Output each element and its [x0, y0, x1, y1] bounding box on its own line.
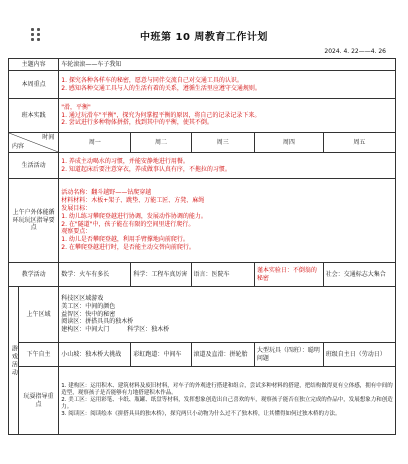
game-am-line: 科技区区域游戏 — [61, 295, 104, 302]
class-practice-content — [59, 99, 396, 133]
class-practice-row — [9, 99, 396, 133]
day-header: 周五 — [323, 133, 395, 153]
teaching-row — [9, 263, 396, 287]
game-guide-row — [9, 367, 396, 435]
outdoor-content — [59, 179, 396, 263]
game-guide-line: 1. 建构区：运用积木、建筑材料及废旧材料，对车子的外观进行搭建和组合，尝试多种材料的搭建，把结构做得更有立体感，拥有中间的造型，观察孩子是否能够有力地搭建积木作品。 — [61, 382, 393, 396]
daily-life-label: 生活活动 — [9, 153, 59, 179]
teaching-cell: 语言：医院车 — [191, 263, 254, 287]
theme-value: 车轮滚滚——车子我知 — [59, 59, 396, 71]
teaching-cell: 谨本实验日：不倒翁的秘密 — [254, 263, 323, 287]
game-am-line: 美工区：中间的颜色 — [61, 302, 116, 310]
teaching-cell: 科学：工程车真厉害 — [131, 263, 191, 287]
outdoor-line: 观察要点： — [61, 228, 92, 236]
game-pm-cell: 班级自主日（劳动日） — [323, 343, 395, 367]
time-label: 时间 — [42, 134, 55, 141]
outdoor-row — [9, 179, 396, 263]
date-range: 2024. 4. 22——4. 26 — [324, 48, 386, 55]
week-focus-label: 本周重点 — [9, 71, 59, 99]
outdoor-line: 2. 在攀爬登越进行时，是否能主动交替向前爬行。 — [61, 243, 195, 251]
class-practice-label: 班本实践 — [9, 99, 59, 133]
game-pm-label: 下午自主 — [18, 343, 58, 367]
day-header: 周二 — [131, 133, 191, 153]
game-guide-content — [59, 367, 396, 435]
class-practice-item: 2. 尝试进行多种物体拼搭，找到其中的平衡，使其不倒。 — [61, 119, 213, 127]
game-guide-line: 3. 阅读区：阅读绘本《拼搭具具的独木桥》，探究两只小动物为什么过不了独木桥，让其懂得如何过独木桥的方法。 — [61, 411, 341, 418]
games-section-label: 游戏活动 — [9, 287, 19, 435]
week-focus-row — [9, 71, 396, 99]
teaching-cell: 社会：交通标志大集合 — [323, 263, 395, 287]
game-pm-cell: 滚道及直滑：拼轮胎 — [191, 343, 254, 367]
theme-label: 主题内容 — [9, 59, 59, 71]
teaching-label: 教学活动 — [9, 263, 59, 287]
game-pm-cell: 彩虹跑道：中间车 — [131, 343, 191, 367]
outdoor-label: 上午户外体能循环玩玩区指导要点 — [9, 179, 59, 263]
game-guide-label: 玩耍指导重点 — [18, 367, 58, 435]
daily-life-row — [9, 153, 396, 179]
outdoor-line: 2. 在"隧道"中，孩子能在有限的空间里进行爬行。 — [61, 220, 195, 228]
class-practice-item: "滑，平衡" — [61, 103, 91, 111]
week-focus-content — [59, 71, 396, 99]
game-pm-row — [9, 343, 396, 367]
class-practice-item: 1. 通过玩滑车"平衡"，探究为何掌握平衡的原因，将自己的记录记录下来。 — [61, 111, 261, 119]
game-pm-cell: 大型玩具（四班）：聪明问题 — [254, 343, 323, 367]
outdoor-line: 1. 幼儿是否攀爬登越，利用手臂撑地向前爬行。 — [61, 236, 189, 244]
game-am-row — [9, 287, 396, 343]
teaching-cell: 数学：火车有多长 — [59, 263, 131, 287]
outdoor-line: 发展目标： — [61, 204, 92, 212]
content-label: 内容 — [12, 143, 25, 151]
day-header: 周三 — [191, 133, 254, 153]
game-am-line: 益智区：快中的秘密 — [61, 310, 116, 318]
daily-life-item: 2. 知道起床后要注意穿衣，养成做事认真有序，不拖拉的习惯。 — [61, 165, 231, 173]
daily-life-content — [59, 153, 396, 179]
page-title: 中班第 10 周教育工作计划 — [140, 32, 268, 43]
game-am-line-part: 建构区：中间大门 — [61, 326, 110, 334]
game-am-content — [59, 287, 396, 343]
schedule-header-row — [9, 133, 396, 153]
daily-life-item: 1. 养成主动喝水的习惯，并能安静地进行用餐。 — [61, 157, 189, 165]
week-focus-item: 1. 探究各种各样车的秘密，愿意与同伴交流自己对交通工具的认识。 — [61, 76, 243, 84]
game-am-line — [61, 326, 393, 334]
day-header: 周一 — [59, 133, 131, 153]
day-header: 周四 — [254, 133, 323, 153]
game-am-label: 上午区域 — [18, 287, 58, 343]
theme-row — [9, 59, 396, 71]
outdoor-line: 活动名称：翻斗越野——钻爬穿越 — [61, 189, 152, 197]
week-focus-item: 2. 感知各种交通工具与人的生活有着的关系，遵循生活里应遵守交通规则。 — [61, 84, 261, 92]
outdoor-line: 1. 幼儿练习攀爬登越进行协调，发展动作协调的能力。 — [61, 212, 207, 220]
weekly-plan-table — [8, 58, 396, 435]
outdoor-line: 材料材料：木板+架子、跳垫、万能工匠、方凳、麻绳 — [61, 197, 205, 205]
game-am-extra: 科学区：独木桥 — [127, 326, 170, 334]
game-pm-cell: 小山坡：独木桥大挑战 — [59, 343, 131, 367]
time-content-diagonal-cell — [9, 133, 59, 153]
game-guide-line: 2. 美工区：运用彩笔、卡纸、瓶罐、纸盘等材料，发挥想象创造出自己喜欢的车，观察孩子能否在独立完成的作品中，发展想象力和创造力。 — [61, 396, 393, 411]
game-am-line: 阅读区：拼搭具具的独木桥 — [61, 318, 134, 326]
